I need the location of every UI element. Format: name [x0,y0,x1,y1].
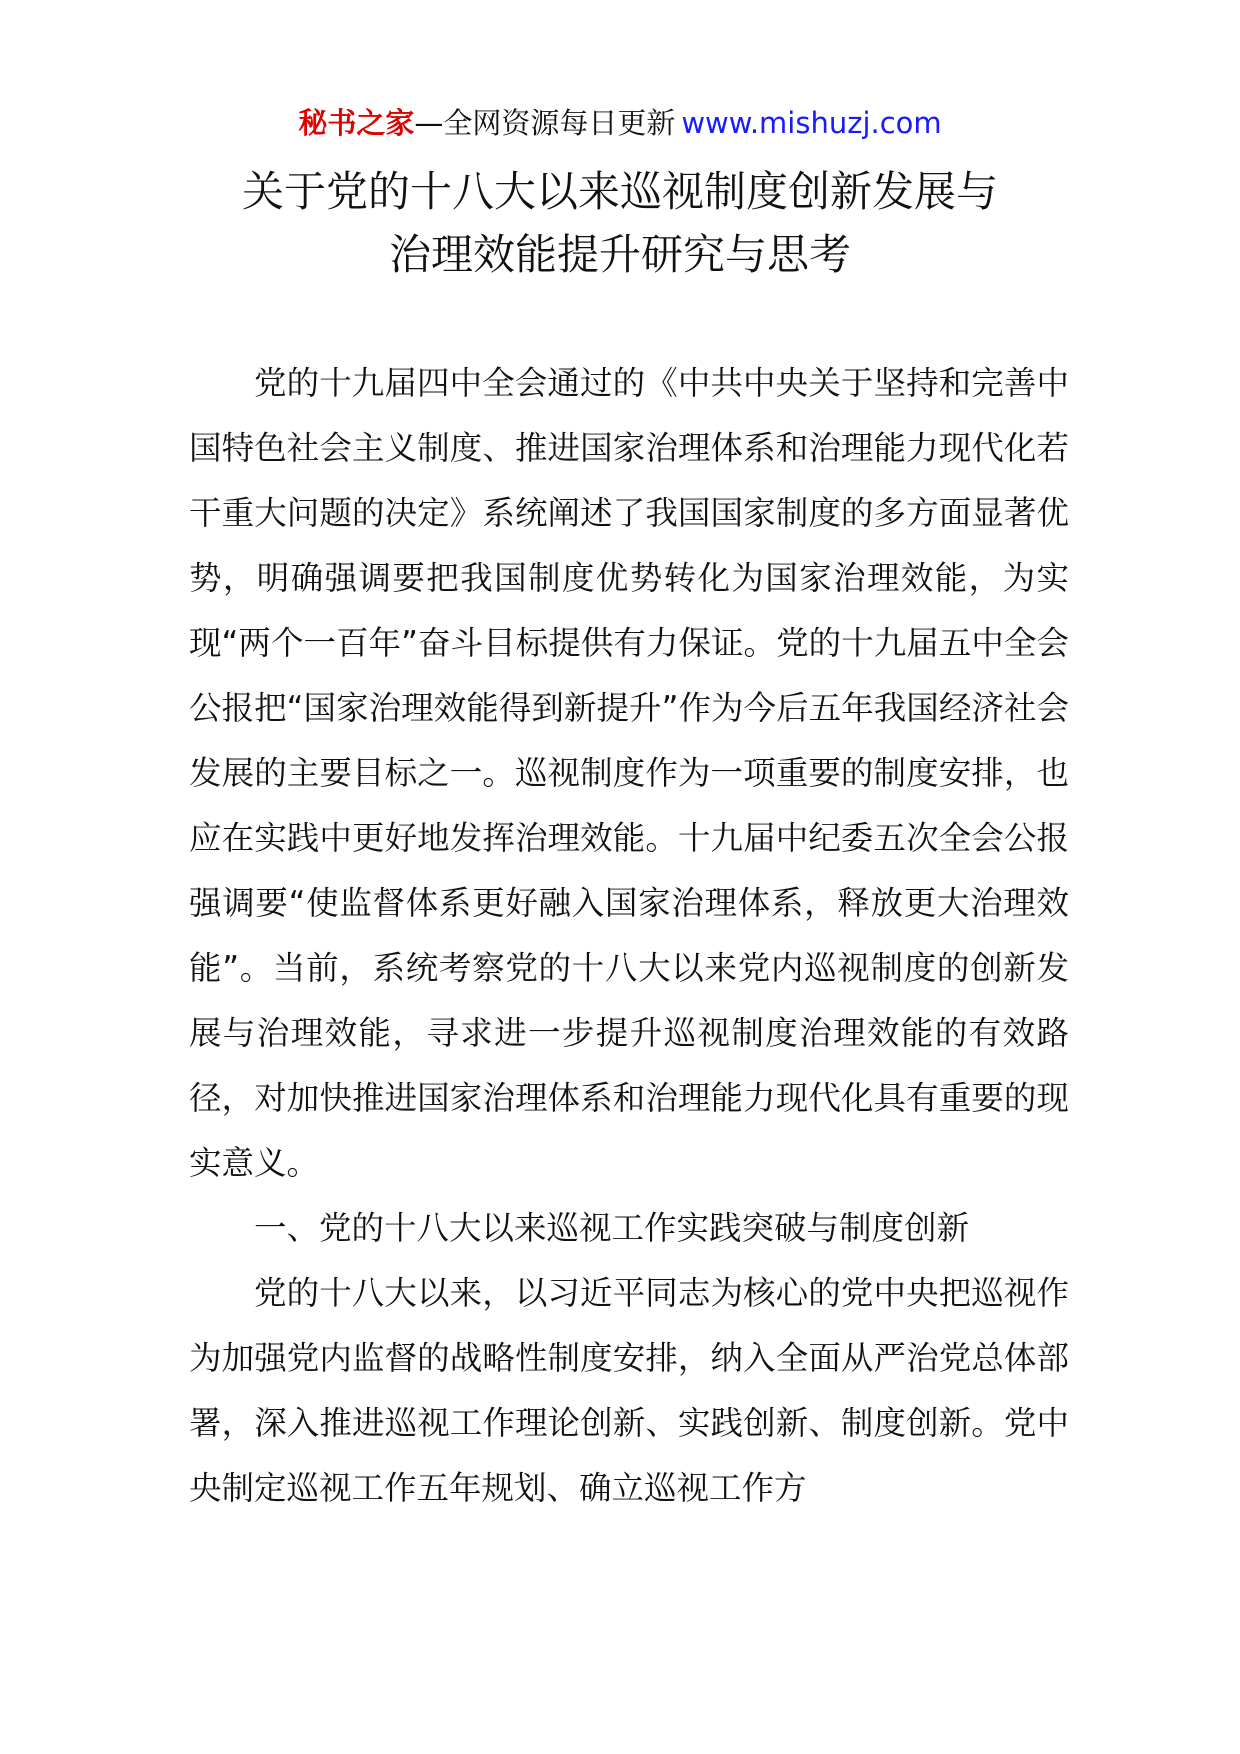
paragraph-section-1: 党的十八大以来，以习近平同志为核心的党中央把巡视作为加强党内监督的战略性制度安排，纳入全面从严治党总体部署，深入推进巡视工作理论创新、实践创新、制度创新。党中央制定巡视工作五年规划、确立巡视工作方 [189,1274,1069,1507]
site-tagline: —全网资源每日更新 [414,106,676,140]
document-body [189,351,1069,1521]
section-heading-1: 一、党的十八大以来巡视工作实践突破与制度创新 [254,1209,970,1247]
site-brand: 秘书之家 [298,106,415,140]
paragraph-intro: 党的十九届四中全会通过的《中共中央关于坚持和完善中国特色社会主义制度、推进国家治理体系和治理能力现代化若干重大问题的决定》系统阐述了我国国家制度的多方面显著优势，明确强调要把我国制度优势转化为国家治理效能，为实现“两个一百年”奋斗目标提供有力保证。党的十九届五中全会公报把“国家治理效能得到新提升”作为今后五年我国经济社会发展的主要目标之一。巡视制度作为一项重要的制度安排，也应在实践中更好地发挥治理效能。十九届中纪委五次全会公报强调要“使监督体系更好融入国家治理体系，释放更大治理效能”。当前，系统考察党的十八大以来党内巡视制度的创新发展与治理效能，寻求进一步提升巡视制度治理效能的有效路径，对加快推进国家治理体系和治理能力现代化具有重要的现实意义。 [189,364,1069,1182]
title-line-1: 关于党的十八大以来巡视制度创新发展与 [241,167,998,216]
title-line-2: 治理效能提升研究与思考 [388,230,851,279]
document-title [150,160,1090,286]
site-header [0,103,1240,143]
site-url-link[interactable]: www.mishuzj.com [681,106,942,140]
